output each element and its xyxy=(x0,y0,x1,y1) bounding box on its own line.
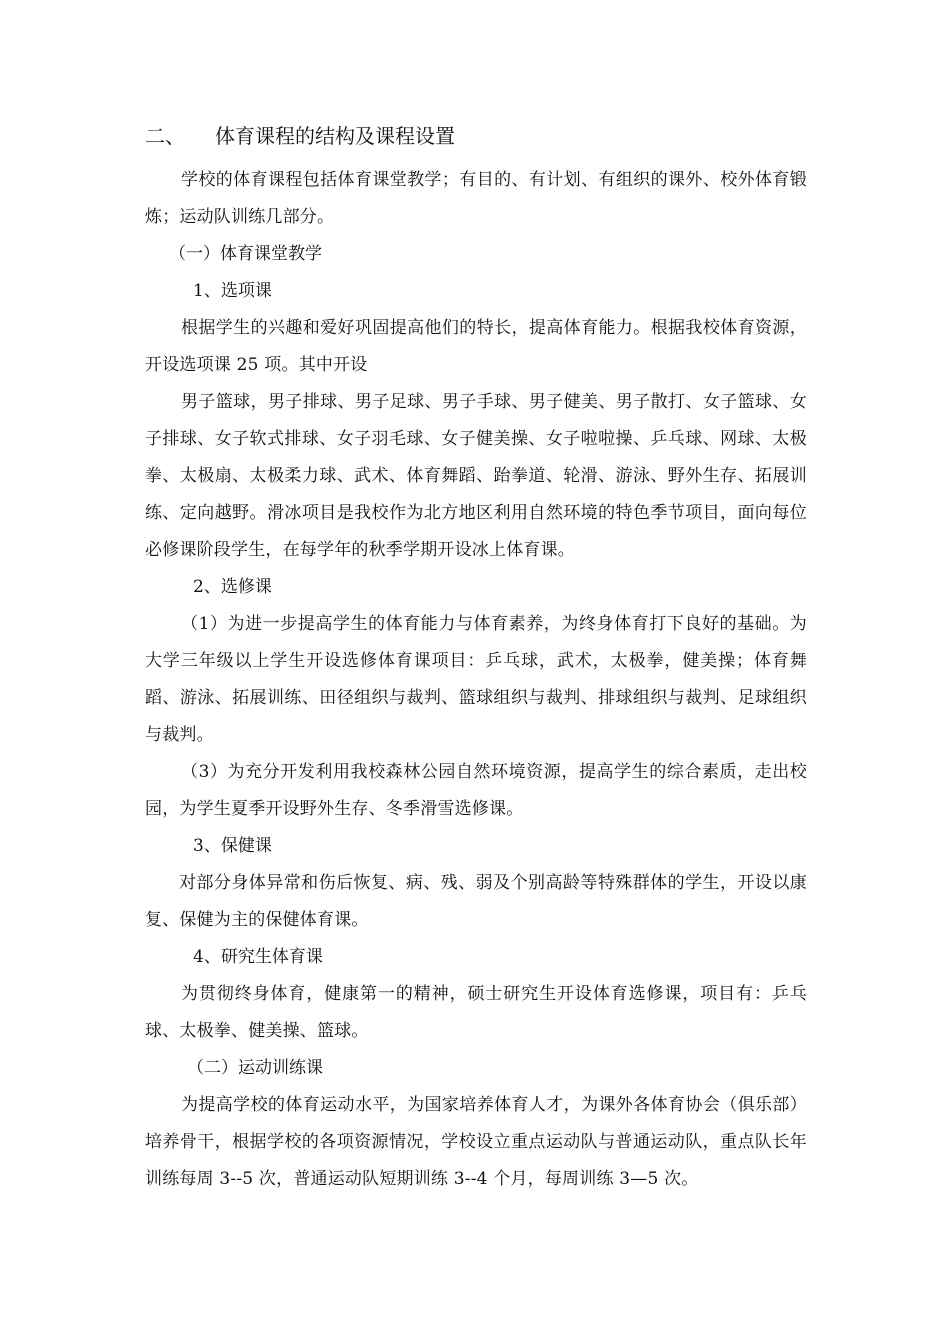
part1-heading: （一）体育课堂教学 xyxy=(169,244,322,264)
item2-paragraph-1: （1）为进一步提高学生的体育能力与体育素养，为终身体育打下良好的基础。为大学三年级以上学生开设选修体育课项目：乒乓球，武术，太极拳，健美操；体育舞蹈、游泳、拓展训练、田径组织与裁判、篮球组织与裁判、排球组织与裁判、足球组织与裁判。 xyxy=(145,614,807,745)
section-number: 二、 xyxy=(145,124,185,148)
item4-heading: 4、研究生体育课 xyxy=(193,947,323,967)
item1-paragraph-1: 根据学生的兴趣和爱好巩固提高他们的特长，提高体育能力。根据我校体育资源，开设选项课 25 项。其中开设 xyxy=(145,318,807,375)
item3-paragraph-1: 对部分身体异常和伤后恢复、病、残、弱及个别高龄等特殊群体的学生，开设以康复、保健为主的保健体育课。 xyxy=(145,873,807,930)
item2-paragraph-2: （3）为充分开发利用我校森林公园自然环境资源，提高学生的综合素质，走出校园，为学生夏季开设野外生存、冬季滑雪选修课。 xyxy=(145,762,807,819)
document-body xyxy=(145,118,807,1198)
item3-heading: 3、保健课 xyxy=(193,836,272,856)
intro-paragraph: 学校的体育课程包括体育课堂教学；有目的、有计划、有组织的课外、校外体育锻炼；运动队训练几部分。 xyxy=(145,170,807,227)
item1-heading: 1、选项课 xyxy=(193,281,272,301)
section-title-text: 体育课程的结构及课程设置 xyxy=(215,124,455,148)
item2-heading: 2、选修课 xyxy=(193,577,272,597)
item4-paragraph-1: 为贯彻终身体育，健康第一的精神，硕士研究生开设体育选修课，项目有：乒乓球、太极拳、健美操、篮球。 xyxy=(145,984,807,1041)
item1-paragraph-2: 男子篮球，男子排球、男子足球、男子手球、男子健美、男子散打、女子篮球、女子排球、女子软式排球、女子羽毛球、女子健美操、女子啦啦操、乒乓球、网球、太极拳、太极扇、太极柔力球、武术、体育舞蹈、跆拳道、轮滑、游泳、野外生存、拓展训练、定向越野。滑冰项目是我校作为北方地区利用自然环境的特色季节项目，面向每位必修课阶段学生，在每学年的秋季学期开设冰上体育课。 xyxy=(145,392,807,560)
part2-paragraph-1: 为提高学校的体育运动水平，为国家培养体育人才，为课外各体育协会（俱乐部）培养骨干，根据学校的各项资源情况，学校设立重点运动队与普通运动队，重点队长年训练每周 3--5 次，普通运动队短期训练 3--4 个月，每周训练 3—5 次。 xyxy=(145,1095,807,1189)
section-title xyxy=(145,118,807,154)
part2-heading: （二）运动训练课 xyxy=(187,1058,323,1078)
